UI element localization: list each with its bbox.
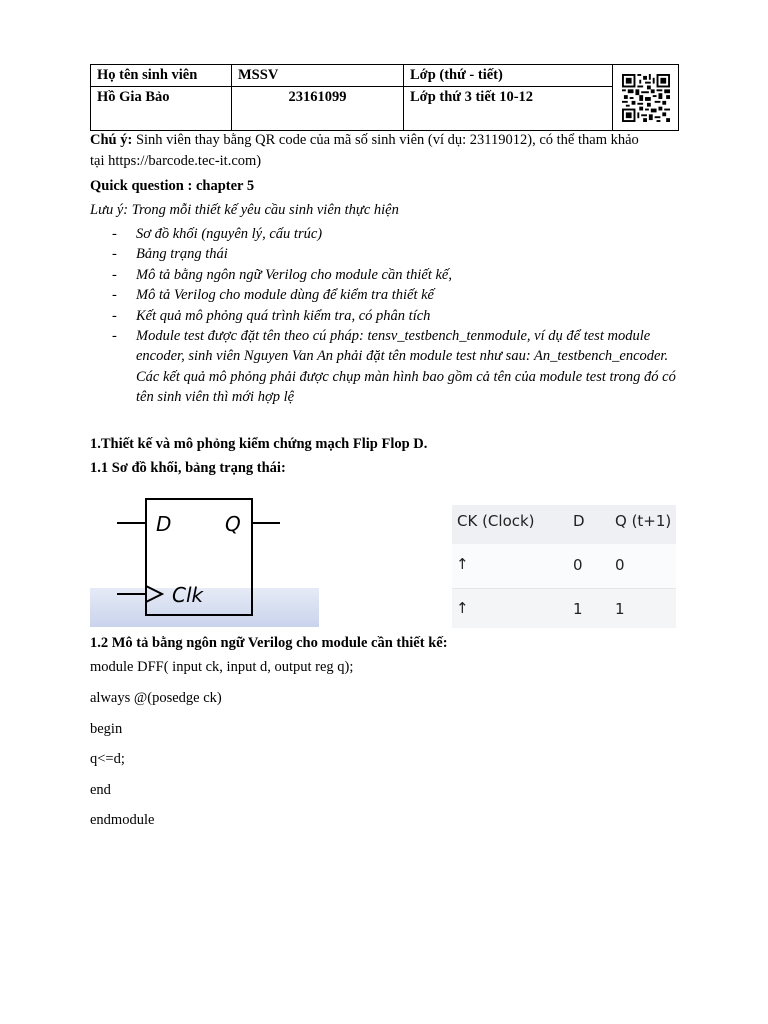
list-item: - Bảng trạng thái: [112, 246, 228, 263]
requirement-intro: Lưu ý: Trong mỗi thiết kế yêu cầu sinh viên thực hiện: [90, 202, 399, 218]
truth-table: [452, 505, 676, 627]
input-d-label: D: [156, 512, 172, 536]
student-info-table: [90, 64, 678, 131]
header-clock: CK (Clock): [457, 512, 535, 530]
note-text-1: Sinh viên thay bằng QR code của mã số sinh viên (ví dụ: 23119012), có thể tham khảo: [132, 132, 639, 148]
header-q: Q (t+1): [615, 512, 672, 530]
dff-block-diagram: [90, 490, 320, 627]
clock-label: Clk: [172, 583, 204, 607]
cell-q: 0: [615, 556, 625, 574]
cell-d: 0: [573, 556, 583, 574]
table-row: [452, 544, 676, 588]
code-line: q<=d;: [90, 751, 125, 767]
list-item: - Module test được đặt tên theo cú pháp: tensv_testbench_tenmodule, ví dụ để test module encoder, sinh viên Nguyen Van An phải đặt tên module test như sau: An_testbench_encoder. Các kết quả mô phỏng phải được chụp màn hình bao gồm cả tên của module test trong đó có tên sinh viên thì mới hợp lệ: [112, 328, 676, 406]
output-q-label: Q: [225, 512, 241, 536]
student-id: 23161099: [232, 87, 404, 131]
section-1-2-title: 1.2 Mô tả bằng ngôn ngữ Verilog cho module cần thiết kế:: [90, 635, 448, 651]
note-line-1: [90, 130, 639, 150]
id-column-header: MSSV: [232, 65, 404, 87]
dff-symbol: [90, 490, 320, 627]
code-line: end: [90, 782, 111, 798]
code-line: endmodule: [90, 812, 155, 828]
table-row: [452, 588, 676, 628]
note-text-2: tại https://barcode.tec-it.com): [90, 153, 262, 169]
rising-edge-icon: ↑: [456, 555, 469, 573]
class-info: Lớp thứ 3 tiết 10-12: [404, 87, 613, 131]
list-item: - Mô tả bằng ngôn ngữ Verilog cho module cần thiết kế,: [112, 266, 452, 283]
code-line: module DFF( input ck, input d, output reg q);: [90, 659, 354, 675]
code-line: always @(posedge ck): [90, 690, 222, 706]
qr-code-icon: [622, 74, 670, 122]
section-1-1-title: 1.1 Sơ đồ khối, bảng trạng thái:: [90, 460, 286, 476]
cell-q: 1: [615, 600, 625, 618]
section-1-title: 1.Thiết kế và mô phỏng kiểm chứng mạch Flip Flop D.: [90, 436, 428, 452]
requirement-list: [90, 224, 680, 408]
cell-d: 1: [573, 600, 583, 618]
list-item: - Sơ đồ khối (nguyên lý, cấu trúc): [112, 226, 323, 242]
class-column-header: Lớp (thứ - tiết): [404, 65, 613, 87]
rising-edge-icon: ↑: [456, 599, 469, 617]
quick-question-heading: Quick question : chapter 5: [90, 178, 255, 194]
student-name: Hồ Gia Bảo: [91, 87, 232, 131]
list-item: - Kết quả mô phỏng quá trình kiểm tra, có phân tích: [112, 307, 431, 324]
note-label: Chú ý:: [90, 132, 133, 148]
header-d: D: [573, 512, 585, 530]
name-column-header: Họ tên sinh viên: [91, 65, 232, 87]
list-item: - Mô tả Verilog cho module dùng để kiểm tra thiết kế: [112, 287, 434, 304]
qr-cell: [613, 65, 679, 131]
code-line: begin: [90, 721, 123, 737]
